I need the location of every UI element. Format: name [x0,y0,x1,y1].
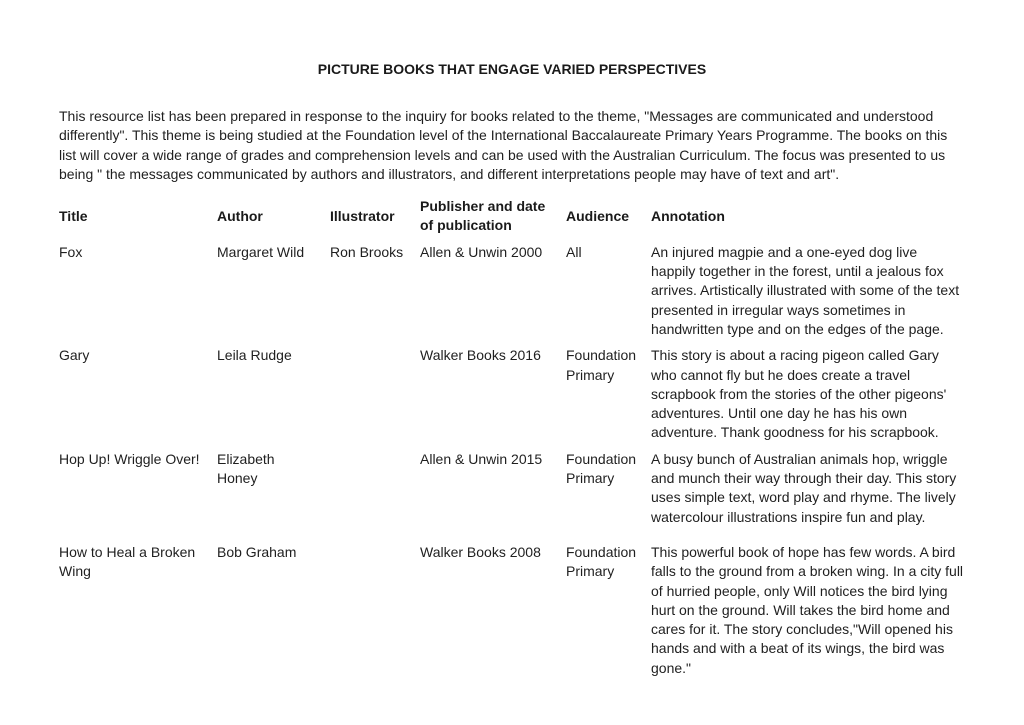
book-row [59,243,965,339]
cell-illustrator: Ron Brooks [330,243,404,260]
cell-title: Gary [59,347,90,364]
cell-title: Fox [59,243,83,260]
cell-annotation: This powerful book of hope has few words. A bird falls to the ground from a broken wing. In a city full of hurried people, only Will notices the bird lying hurt on the ground. Will takes the bird home and cares for it. The story concludes,"Will opened his hands and with a beat of its wings, the bird was gone." [651,543,964,676]
document-title: PICTURE BOOKS THAT ENGAGE VARIED PERSPECTIVES [317,61,707,77]
header-cell: Annotation [651,207,725,224]
table-body [59,243,965,678]
cell-audience: Foundation Primary [566,347,637,383]
header-cell: Illustrator [330,207,395,224]
books-table [59,197,965,678]
cell-title: How to Heal a Broken Wing [59,543,196,580]
cell-author: Leila Rudge [217,347,292,364]
cell-audience: Foundation Primary [566,543,637,580]
cell-publisher: Allen & Unwin 2000 [420,243,543,260]
book-row [59,543,965,678]
header-cell: Audience [566,207,630,224]
cell-annotation: An injured magpie and a one-eyed dog live happily together in the forest, until a jealous fox arrives. Artistically illustrated with some of the text presented in irregular ways sometimes in handwritten type and on the edges of the page. [651,243,960,337]
cell-illustrator [330,346,420,442]
cell-annotation: This story is about a racing pigeon called Gary who cannot fly but he does create a travel scrapbook from the stories of the other pigeons' adventures. Until one day he has his own adventure. Thank goodness for his scrapbook. [651,347,947,441]
cell-annotation: A busy bunch of Australian animals hop, wriggle and munch their way through their day. This story uses simple text, word play and rhyme. The lively watercolour illustrations inspire fun and play. [651,450,957,525]
book-row [59,450,965,527]
cell-publisher: Walker Books 2008 [420,543,541,560]
cell-title: Hop Up! Wriggle Over! [59,450,200,467]
header-cell: Author [217,207,263,224]
cell-publisher: Walker Books 2016 [420,347,541,364]
cell-audience: All [566,243,582,260]
table-header-row [59,197,965,236]
book-row [59,346,965,442]
cell-author: Bob Graham [217,543,297,560]
cell-audience: Foundation Primary [566,450,637,487]
cell-illustrator [330,450,420,527]
header-cell: Title [59,207,88,224]
cell-author: Margaret Wild [217,243,305,260]
header-cell: Publisher and date of publication [420,198,546,234]
cell-publisher: Allen & Unwin 2015 [420,450,543,467]
cell-author: Elizabeth Honey [217,450,275,487]
cell-illustrator [330,543,420,678]
intro-paragraph: This resource list has been prepared in response to the inquiry for books related to the theme, "Messages are communicated and understood differently". This theme is being studied at the Foundation level of the International Baccalaureate Primary Years Programme. The books on this list will cover a wide range of grades and comprehension levels and can be used with the Australian Curriculum. The focus was presented to us being " the messages communicated by authors and illustrators, and different interpretations people may have of text and art". [59,108,948,182]
